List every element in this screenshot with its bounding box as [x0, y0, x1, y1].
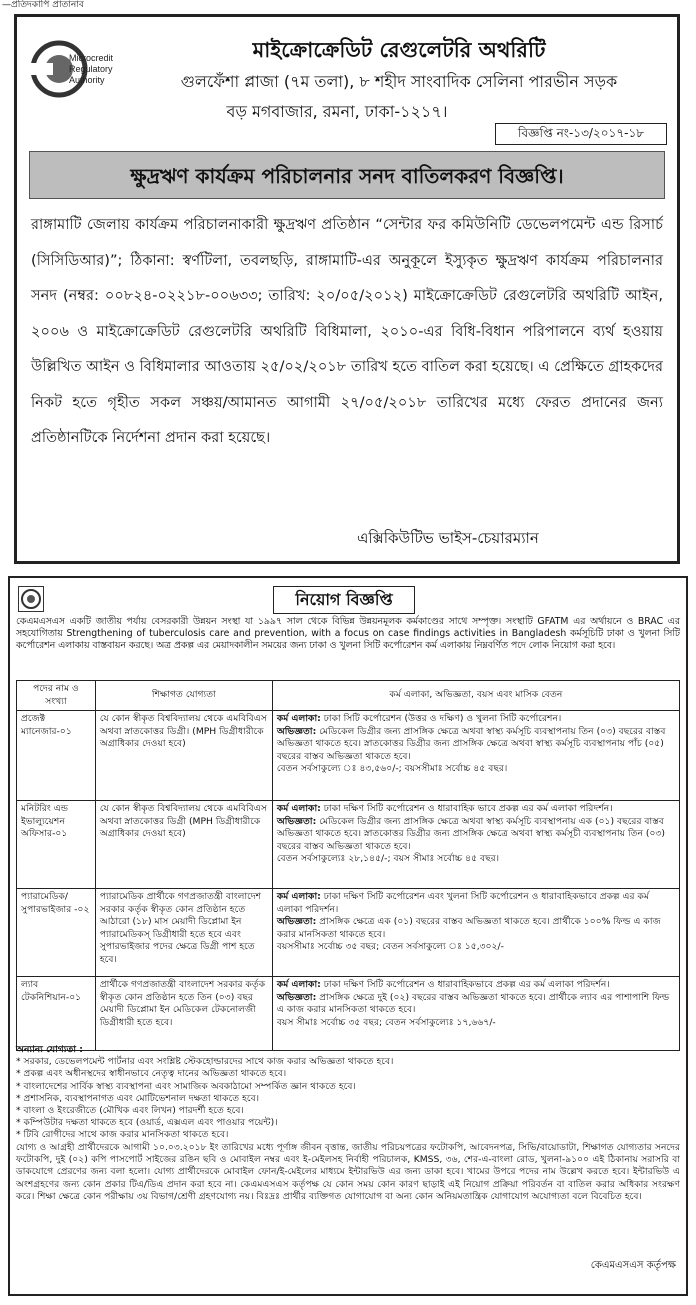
recruitment-notice	[8, 576, 688, 1296]
table-row	[17, 801, 680, 889]
jobs-table	[16, 680, 680, 1051]
details-cell: কর্ম এলাকা: ঢাকা দক্ষিণ সিটি কর্পোরেশন ও ধারাবাহিকভাবে প্রকল্প এর কর্ম এলাকা পরিদর্শন। অভিজ্ঞতা: প্রাসঙ্গিক ক্ষেত্রে দুই (০২) বছরের বাস্তব অভিজ্ঞতা থাকতে হবে। প্রার্থীকে ল্যাব এর পাশাপাশি ফিল্ড এ কাজ করার মানসিকতা থাকতে হবে। বয়স সীমাঃ সর্বোচ্চ ৩৫ বছর; বেতন সর্বসাকুল্যেঃ ১৭,৬৬৭/-	[272, 977, 679, 1051]
notice-reference-number: বিজ্ঞপ্তি নং-১৩/২০১৭-১৮	[495, 123, 667, 145]
details-cell: কর্ম এলাকা: ঢাকা দক্ষিণ সিটি কর্পোরেশন এবং খুলনা সিটি কর্পোরেশন ও ধারাবাহিকভাবে প্রকল্প এর কর্ম এলাকা পরিদর্শন। অভিজ্ঞতা: প্রাসঙ্গিক ক্ষেত্রে এক (০১) বছরের বাস্তব অভিজ্ঞতা থাকতে হবে। প্রার্থীকে ১০০% ফিল্ড এ কাজ করার মানসিকতা থাকতে হবে। বয়সসীমাঃ সর্বোচ্চ ৩৫ বছর; বেতন সর্বসাকুল্যে ঃ ১৫,৩০২/-	[272, 889, 679, 977]
cancellation-notice	[14, 14, 680, 564]
other-qualifications-heading: অন্যান্য যোগ্যতা :	[16, 1044, 83, 1055]
table-row	[17, 977, 680, 1051]
list-item: * বাংলাদেশের সার্বিক স্বাস্থ্য ব্যবস্থাপনা এবং সামাজিক অবকাঠামো সম্পর্কিত জ্ঞান থাকতে হবে।	[16, 1080, 356, 1092]
notice-banner-title: ক্ষুদ্রঋণ কার্যক্রম পরিচালনার সনদ বাতিলকরণ বিজ্ঞপ্তি।	[29, 151, 665, 199]
header-education: শিক্ষাগত যোগ্যতা	[95, 681, 272, 711]
education-cell: যে কোন স্বীকৃত বিশ্ববিদ্যালয় থেকে এমবিবিএস অথবা স্নাতকোত্তর ডিগ্রী (MPH ডিগ্রীধারীকে অগ্রাধিকার দেওয়া হবে)	[95, 801, 272, 889]
post-cell: ল্যাব টেকনিশিয়ান-০১	[17, 977, 96, 1051]
recruitment-intro: কেএমএসএস একটি জাতীয় পর্যায় বেসরকারী উন্নয়ন সংস্থা যা ১৯৯৭ সাল থেকে বিভিন্ন উন্নয়নমূলক কর্মকাণ্ডের সাথে সম্পৃক্ত। সংস্থাটি GFATM এর অর্থায়নে ও BRAC এর সহযোগিতায় Strengthening of tuberculosis care and prevention, with a focus on case findings activities in Bangladesh কর্মসূচিটি ঢাকা ও খুলনা সিটি কর্পোরেশন এলাকায় বাস্তবায়ন করছে। অত্র প্রকল্প এর মেয়াদকালীন সময়ের জন্য ঢাকা ও খুলনা সিটি কর্পোরেশন কর্ম এলাকায় নিম্নবর্ণিত পদে লোক নিয়োগ করা হবে।	[16, 616, 680, 651]
kmss-signatory: কেএমএসএস কর্তৃপক্ষ	[590, 1260, 676, 1271]
signatory: এক্সিকিউটিভ ভাইস-চেয়ারম্যান	[357, 529, 539, 547]
address-line-2: বড় মগবাজার, রমনা, ঢাকা-১২১৭।	[226, 102, 448, 121]
details-cell: কর্ম এলাকা: ঢাকা দক্ষিণ সিটি কর্পোরেশন ও ধারাবাহিক ভাবে প্রকল্প এর কর্ম এলাকা পরিদর্শন। অভিজ্ঞতা: মেডিকেল ডিগ্রীর জন্য প্রাসঙ্গিক ক্ষেত্রে অথবা স্বাস্থ্য কর্মসূচি ব্যবস্থাপনায় এক (০১) বছরের বাস্তব অভিজ্ঞতা থাকতে হবে। স্নাতকোত্তর ডিগ্রীর জন্য প্রাসঙ্গিক ক্ষেত্রে অথবা স্বাস্থ্য কর্মসূচী ব্যবস্থাপনায় তিন (০৩) বছরের বাস্তব অভিজ্ঞতা থাকতে হবে। বেতন সর্বসাকুল্যেঃ ২৮,১৪৫/-; বয়স সীমাঃ সর্বোচ্চ ৪৫ বছর।	[272, 801, 679, 889]
post-cell: প্যারামেডিক/ সুপারভাইজার -০২	[17, 889, 96, 977]
list-item: * টিবি রোগীদের সাথে কাজ করার মানসিকতা থাকতে হবে।	[16, 1129, 229, 1141]
svg-text:Regulatory: Regulatory	[69, 64, 113, 74]
list-item: * প্রশাসনিক, ব্যবস্থাপনাগত এবং মোটিভেশনাল দক্ষতা থাকতে হবে।	[16, 1092, 259, 1104]
header-details: কর্ম এলাকা, অভিজ্ঞতা, বয়স এবং মাসিক বেতন	[272, 681, 679, 711]
kmss-logo	[18, 586, 44, 612]
post-cell: মনিটরিং এন্ড ইভাল্যুয়েশন অফিসার-০১	[17, 801, 96, 889]
application-instructions: যোগ্য ও আগ্রহী প্রার্থীদেরকে আগামী ১০.০৩.২০১৮ ইং তারিখের মধ্যে পূর্ণাঙ্গ জীবন বৃত্তান্ত, জাতীয় পরিচয়পত্রের ফটোকপি, আবেদনপত্র, সিভি/বায়োডাটা, শিক্ষাগত যোগ্যতার সনদের ফটোকপি, দুই (০২) কপি পাসপোর্ট সাইজের রঙিন ছবি ও মোবাইল নম্বর এবং ই-মেইলসহ নির্বাহী পরিচালক, KMSS, ৩৬, শের-এ-বাংলা রোড, খুলনা-৯১০০ এই ঠিকানায় সরাসরি বা ডাকযোগে প্রেরণের জন্য বলা হলো। যোগ্য প্রার্থীদেরকে মোবাইল ফোন/ই-মেইলের মাধ্যমে ইন্টারভিউ এর জন্য ডাকা হবে। খামের উপরে পদের নাম উল্লেখ করতে হবে। ইন্টারভিউ এ অংশগ্রহণের জন্য কোন প্রকার টিএ/ডিএ প্রদান করা হবে না। কেএমএসএস কর্তৃপক্ষ যে কোন সময় কোন কারণ ছাড়াই এই নিয়োগ প্রক্রিয়া পরিবর্তন বা বাতিল করার অধিকার সংরক্ষণ করে। শিক্ষা ক্ষেত্রে কোন পরীক্ষায় ৩য় বিভাগ/শ্রেণী গ্রহণযোগ্য নয়। বিঃদ্রঃ প্রার্থীর ব্যক্তিগত যোগাযোগ বা অন্য কোন অনিয়মতান্ত্রিক যোগাযোগ অযোগ্যতা বলে বিবেচিত হবে।	[16, 1142, 680, 1202]
svg-text:Authority: Authority	[69, 75, 105, 85]
details-cell: কর্ম এলাকা: ঢাকা সিটি কর্পোরেশন (উত্তর ও দক্ষিণ) ও খুলনা সিটি কর্পোরেশন। অভিজ্ঞতা: মেডিকেল ডিগ্রীর জন্য প্রাসঙ্গিক ক্ষেত্রে অথবা স্বাস্থ্য কর্মসূচি ব্যবস্থাপনায় তিন (০৩) বছরের বাস্তব অভিজ্ঞতা থাকতে হবে। স্নাতকোত্তর ডিগ্রীর জন্য প্রাসঙ্গিক ক্ষেত্রে অথবা স্বাস্থ্য কর্মসূচি ব্যবস্থাপনায় পাঁচ (০৫) বছরের বাস্তব অভিজ্ঞতা থাকতে হবে। বেতন সর্বসাকুল্যে ঃ ৪৩,৫৬০/-; বয়সসীমাঃ সর্বোচ্চ ৪৫ বছর।	[272, 711, 679, 801]
top-cut-text: —প্রতিদকাপি প্রাতানাব	[2, 0, 84, 10]
header-post: পদের নাম ও সংখ্যা	[17, 681, 96, 711]
notice-body: রাঙ্গামাটি জেলায় কার্যক্রম পরিচালনাকারী ক্ষুদ্রঋণ প্রতিষ্ঠান “সেন্টার ফর কমিউনিটি ডেভেলপমেন্ট এন্ড রিসার্চ (সিসিডিআর)”; ঠিকানা: স্বর্ণটিলা, তবলছড়ি, রাঙ্গামাটি-এর অনুকূলে ইস্যুকৃত ক্ষুদ্রঋণ কার্যক্রম পরিচালনার সনদ (নম্বর: ০০৮২৪-০২২১৮-০০৬৩৩; তারিখ: ২০/০৫/২০১২) মাইক্রোক্রেডিট রেগুলেটরি অথরিটি আইন, ২০০৬ ও মাইক্রোক্রেডিট রেগুলেটরি অথরিটি বিধিমালা, ২০১০-এর বিধি-বিধান পরিপালনে ব্যর্থ হওয়ায় উল্লিখিত আইন ও বিধিমালার আওতায় ২৫/০২/২০১৮ তারিখ হতে বাতিল করা হয়েছে। এ প্রেক্ষিতে গ্রাহকদের নিকট হতে গৃহীত সকল সঞ্চয়/আমানত আগামী ২৭/০৫/২০১৮ তারিখের মধ্যে ফেরত প্রদানের জন্য প্রতিষ্ঠানটিকে নির্দেশনা প্রদান করা হয়েছে।	[31, 216, 664, 446]
list-item: * বাংলা ও ইংরেজীতে (মৌখিক এবং লিখন) পারদর্শী হতে হবে।	[16, 1105, 244, 1117]
table-row	[17, 711, 680, 801]
other-qualifications	[16, 1044, 680, 1142]
education-cell: প্যারামেডিক প্রার্থীকে গণপ্রজাতন্ত্রী বাংলাদেশ সরকার কর্তৃক স্বীকৃত কোন প্রতিষ্ঠান হতে আঠারো (১৮) মাস মেয়াদী ডিপ্লোমা ইন প্যারামেডিকস্ ডিগ্রীধারী হতে হবে এবং সুপারভাইজার পদের ক্ষেত্রে ডিগ্রী পাশ হতে হবে।	[95, 889, 272, 977]
svg-text:Microcredit: Microcredit	[69, 53, 114, 63]
list-item: * প্রকল্প এবং অধীনস্থদের স্বাধীনভাবে নেতৃত্ব দানের অভিজ্ঞতা থাকতে হবে।	[16, 1068, 287, 1080]
post-cell: প্রজেক্ট ম্যানেজার-০১	[17, 711, 96, 801]
authority-title: মাইক্রোক্রেডিট রেগুলেটরি অথরিটি	[252, 38, 546, 62]
education-cell: প্রার্থীকে গণপ্রজাতন্ত্রী বাংলাদেশ সরকার কর্তৃক স্বীকৃত কোন প্রতিষ্ঠান হতে তিন (০৩) বছর মেয়াদী ডিপ্লোমা ইন মেডিকেল টেকনোলজী ডিগ্রীধারী হতে হবে।	[95, 977, 272, 1051]
list-item: * কম্পিউটার দক্ষতা থাকতে হবে (ওয়ার্ড, এক্সএল এবং পাওয়ার পয়েন্ট)।	[16, 1117, 278, 1129]
address-line-1: গুলফেঁশা প্লাজা (৭ম তলা), ৮ শহীদ সাংবাদিক সেলিনা পারভীন সড়ক	[180, 72, 618, 91]
table-row	[17, 889, 680, 977]
mra-logo	[31, 33, 131, 103]
education-cell: যে কোন স্বীকৃত বিশ্ববিদ্যালয় থেকে এমবিবিএস অথবা স্নাতকোত্তর ডিগ্রী। (MPH ডিগ্রীধারীকে অগ্রাধিকার দেওয়া হবে)	[95, 711, 272, 801]
list-item: * সরকার, ডেভেলপমেন্ট পার্টনার এবং সংশ্লিষ্ট স্টেকহোল্ডারদের সাথে কাজ করার অভিজ্ঞতা থাকতে হবে।	[16, 1056, 394, 1068]
table-header-row	[17, 681, 680, 711]
recruitment-title: নিয়োগ বিজ্ঞপ্তি	[273, 586, 415, 614]
